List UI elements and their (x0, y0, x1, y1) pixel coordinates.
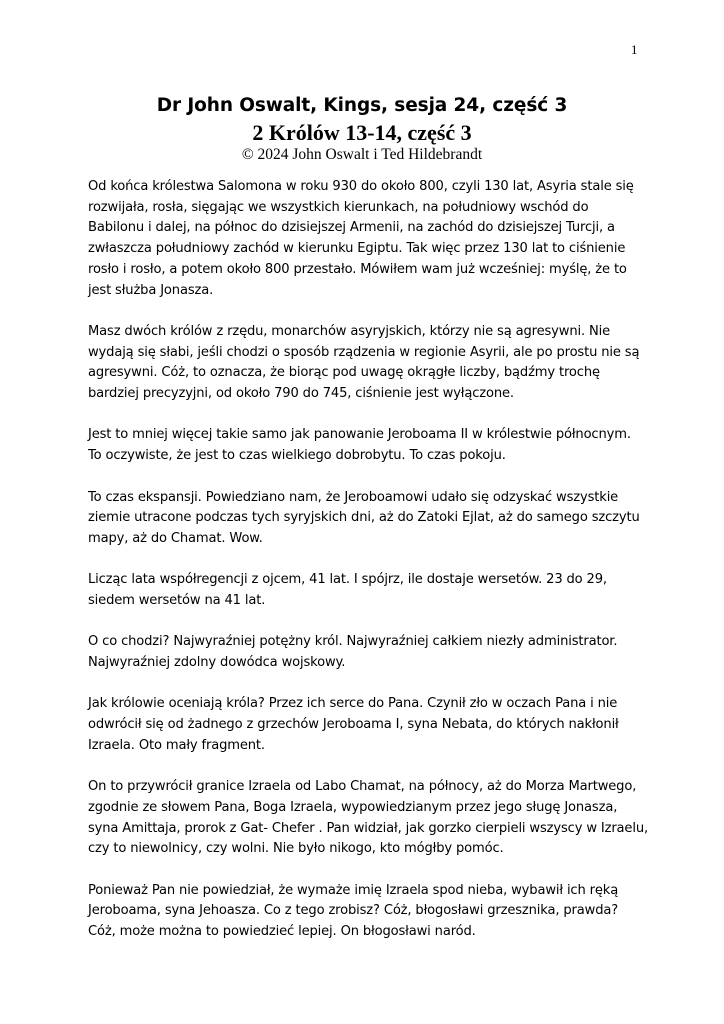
page-number: 1 (631, 42, 638, 57)
paragraph: Licząc lata współregencji z ojcem, 41 lat. I spójrz, ile dostaje wersetów. 23 do 29, siedem wersetów na 41 lat. (88, 572, 607, 608)
paragraph: Od końca królestwa Salomona w roku 930 do około 800, czyli 130 lat, Asyria stale się rozwijała, rosła, sięgając we wszystkich kierunkach, na południowy wschód do Babilonu i dalej, na północ do dzisiejszej Armenii, na zachód do dzisiejszej Turcji, a zwłaszcza południowy zachód w kierunku Egiptu. Tak więc przez 130 lat to ciśnienie rosło i rosło, a potem około 800 przestało. Mówiłem wam już wcześniej: myślę, że to jest służba Jonasza. (88, 179, 634, 298)
paragraph: Jak królowie oceniają króla? Przez ich serce do Pana. Czynił zło w oczach Pana i nie odwrócił się od żadnego z grzechów Jeroboama I, syna Nebata, do których nakłonił Izraela. Oto mały fragment. (88, 696, 619, 753)
paragraph: Jest to mniej więcej takie samo jak panowanie Jeroboama II w królestwie północnym. To oczywiste, że jest to czas wielkiego dobrobytu. To czas pokoju. (88, 427, 631, 464)
paragraph: On to przywrócił granice Izraela od Labo Chamat, na północy, aż do Morza Martwego, zgodnie ze słowem Pana, Boga Izraela, wypowiedzianym przez jego sługę Jonasza, syna Amittaja, prorok z Gat- Chefer . Pan widział, jak gorzko cierpieli wszyscy w Izraelu, czy to niewolnicy, czy wolni. Nie było nikogo, kto mógłby pomóc. (88, 779, 648, 857)
paragraph: Masz dwóch królów z rzędu, monarchów asyryjskich, którzy nie są agresywni. Nie wydają się słabi, jeśli chodzi o sposób rządzenia w regionie Asyrii, ale po prostu nie są agresywni. Cóż, to oznacza, że biorąc pod uwagę okrągłe liczby, bądźmy trochę bardziej precyzyjni, od około 790 do 745, ciśnienie jest wyłączone. (88, 323, 640, 402)
document-header (0, 92, 724, 164)
document-subtitle: 2 Królów 13-14, część 3 (252, 120, 472, 145)
paragraph: O co chodzi? Najwyraźniej potężny król. Najwyraźniej całkiem niezły administrator. Najwyraźniej zdolny dowódca wojskowy. (88, 634, 618, 671)
document-title: Dr John Oswalt, Kings, sesja 24, część 3 (156, 95, 568, 116)
document-body (88, 177, 648, 964)
paragraph: Ponieważ Pan nie powiedział, że wymaże imię Izraela spod nieba, wybawił ich ręką Jeroboama, syna Jehoasza. Co z tego zrobisz? Cóż, błogosławi grzesznika, prawda? Cóż, może można to powiedzieć lepiej. On błogosławi naród. (88, 882, 619, 940)
paragraph: To czas ekspansji. Powiedziano nam, że Jeroboamowi udało się odzyskać wszystkie ziemie utracone podczas tych syryjskich dni, aż do Zatoki Ejlat, aż do samego szczytu mapy, aż do Chamat. Wow. (88, 489, 640, 546)
copyright-line: © 2024 John Oswalt i Ted Hildebrandt (241, 146, 483, 163)
